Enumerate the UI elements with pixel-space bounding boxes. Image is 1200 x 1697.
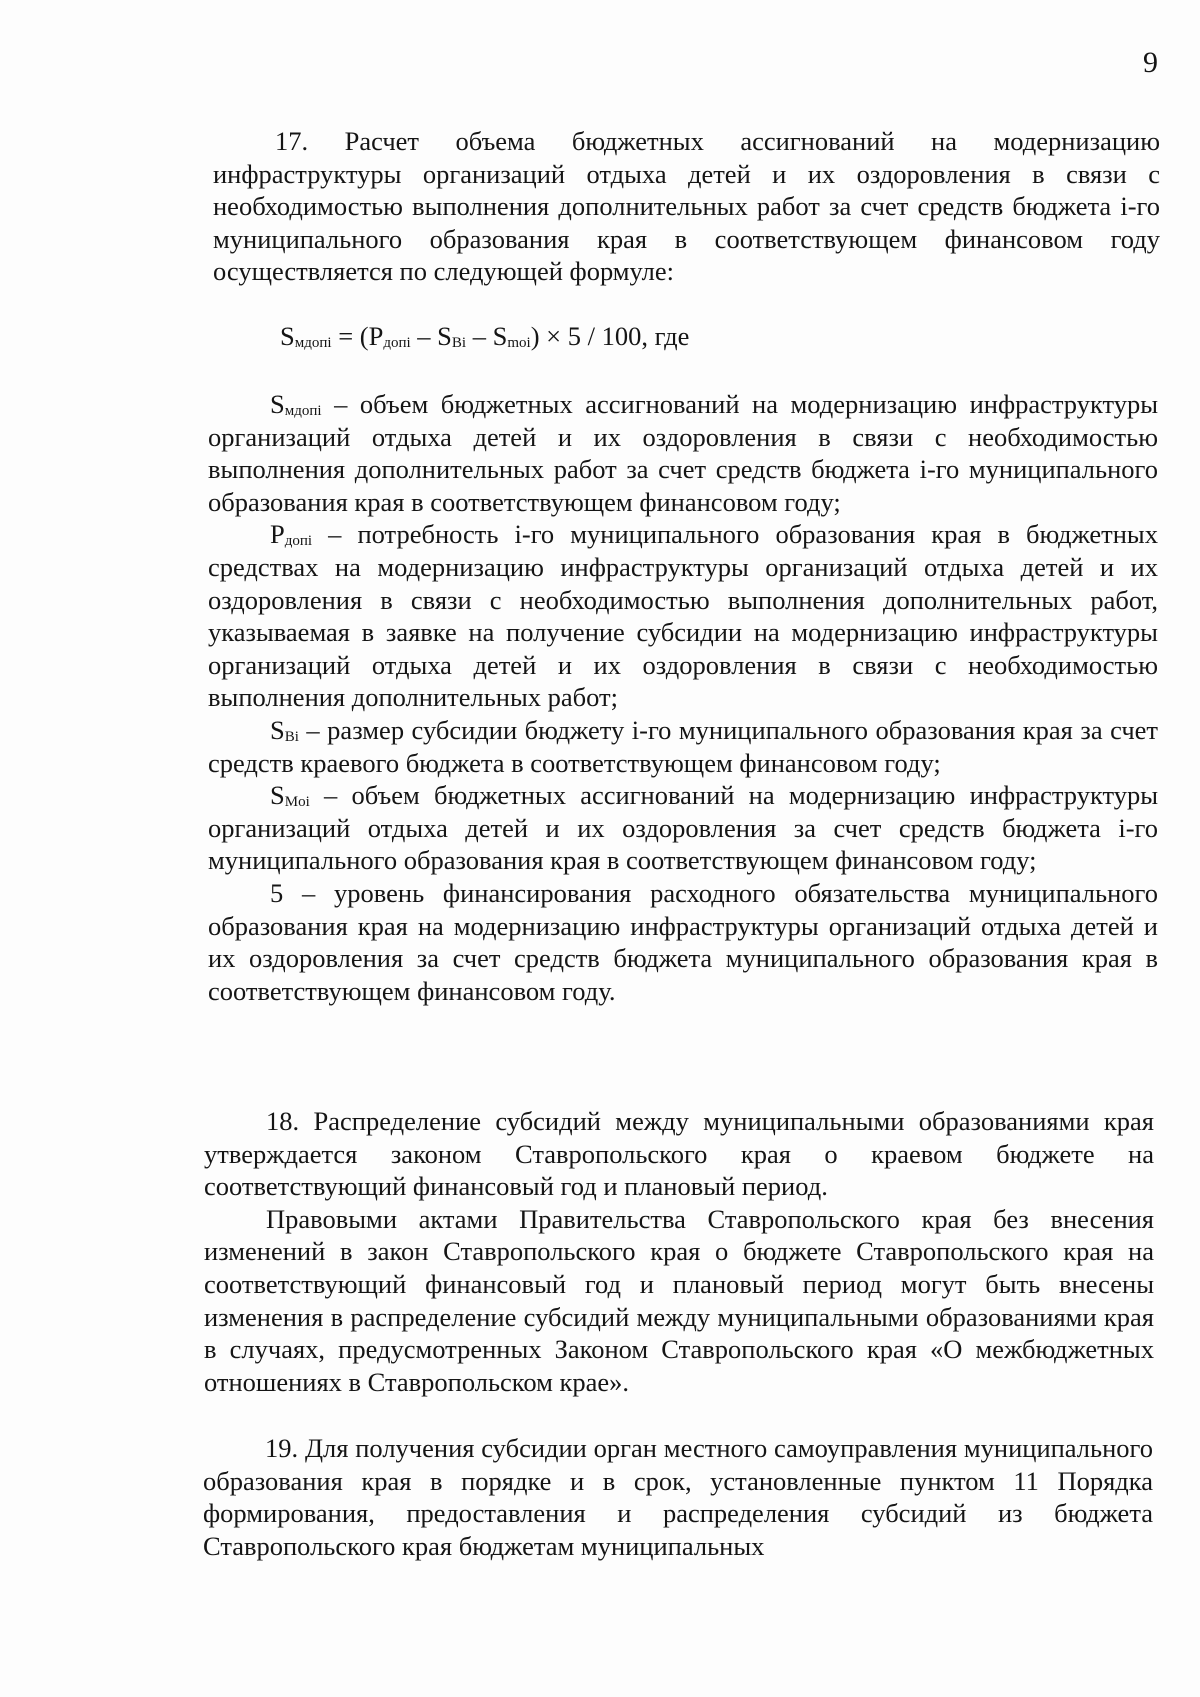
- paragraph-18-text: 18. Распределение субсидий между муниципальными образованиями края утверждается законом Ставропольского края о краевом бюджете на соответствующий финансовый год и плановый период.: [204, 1106, 1154, 1202]
- definition-smo: $S_{Мoi}$ – объем бюджетных ассигнований на модернизацию инфраструктуры организаций отдыха детей и их оздоровления за счет средств бюджета i-го муниципального образования края в соответствующем финансовом году;: [208, 780, 1158, 876]
- definition-five: 5 – уровень финансирования расходного обязательства муниципального образования края на модернизацию инфраструктуры организаций отдыха детей и их оздоровления за счет средств бюджета муниципального образования края в соответствующем финансовом году.: [208, 877, 1158, 1006]
- definition-pdop: $P_{допi}$ – потребность i-го муниципального образования края в бюджетных средствах на модернизацию инфраструктуры организаций отдыха детей и их оздоровления в связи с необходимостью выполнения дополнительных работ, указываемая в заявке на получение субсидии на модернизацию инфраструктуры организаций отдыха детей и их оздоровления в связи с необходимостью выполнения дополнительных работ;: [208, 519, 1158, 713]
- page-number: 9: [1143, 46, 1158, 79]
- definition-smdop: $S_{мдопi}$ – объем бюджетных ассигнований на модернизацию инфраструктуры организаций отдыха детей и их оздоровления в связи с необходимостью выполнения дополнительных работ за счет средств бюджета i-го муниципального образования края в соответствующем финансовом году;: [208, 389, 1158, 517]
- paragraph-17-text: 17. Расчет объема бюджетных ассигнований на модернизацию инфраструктуры организаций отдыха детей и их оздоровления в связи с необходимостью выполнения дополнительных работ за счет средств бюджета i-го муниципального образования края в соответствующем финансовом году осуществляется по следующей формуле:: [213, 126, 1160, 287]
- paragraph-18-text-2: Правовыми актами Правительства Ставропольского края без внесения изменений в закон Ставропольского края о бюджете Ставропольского края на соответствующий финансовый год и плановый период могут быть внесены изменения в распределение субсидий между муниципальными образованиями края в случаях, предусмотренных Законом Ставропольского края «О межбюджетных отношениях в Ставропольском крае».: [204, 1203, 1154, 1397]
- paragraph-19: [203, 1432, 1153, 1562]
- paragraph-19-text: 19. Для получения субсидии орган местного самоуправления муниципального образования края в порядке и в срок, установленные пунктом 11 Порядка формирования, предоставления и распределения субсидий из бюджета Ставропольского края бюджетам муниципальных: [203, 1433, 1153, 1561]
- formula: $S_{мдопi} = (P_{допi} - S_{Вi} - S_{moi}) \times 5 / 100$, где: [280, 321, 690, 351]
- definition-sb: $S_{Вi}$ – размер субсидии бюджету i-го муниципального образования края за счет средств краевого бюджета в соответствующем финансовом году;: [208, 714, 1158, 778]
- paragraph-18: [204, 1105, 1154, 1398]
- paragraph-17: [213, 125, 1160, 288]
- definitions-list: [208, 388, 1158, 1007]
